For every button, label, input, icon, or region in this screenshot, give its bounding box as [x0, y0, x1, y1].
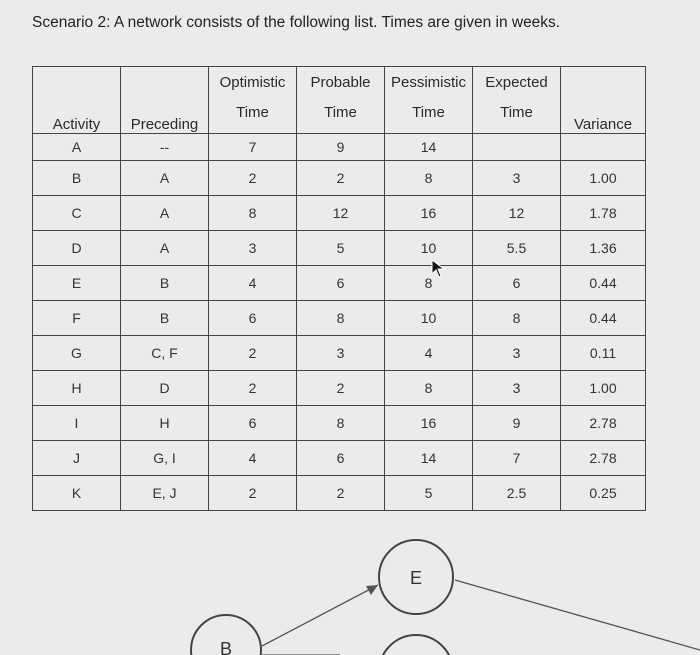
cell-expected: 9	[473, 406, 561, 441]
cell-pessimistic: 10	[385, 231, 473, 266]
cell-preceding: B	[121, 301, 209, 336]
cell-optimistic: 2	[209, 371, 297, 406]
cell-expected: 7	[473, 441, 561, 476]
cell-optimistic: 8	[209, 196, 297, 231]
cell-probable: 6	[297, 266, 385, 301]
node-lower	[379, 635, 453, 655]
header-expected-top: Expected	[473, 67, 561, 92]
header-variance: Variance	[561, 67, 646, 134]
cell-expected: 2.5	[473, 476, 561, 511]
cell-optimistic: 2	[209, 336, 297, 371]
cell-activity: G	[33, 336, 121, 371]
cell-activity: C	[33, 196, 121, 231]
cell-probable: 2	[297, 161, 385, 196]
header-preceding: Preceding	[121, 67, 209, 134]
header-activity: Activity	[33, 67, 121, 134]
header-pessimistic-bottom: Time	[385, 91, 473, 134]
cell-probable: 8	[297, 301, 385, 336]
cell-pessimistic: 14	[385, 134, 473, 161]
cell-preceding: D	[121, 371, 209, 406]
cell-expected: 6	[473, 266, 561, 301]
cell-probable: 5	[297, 231, 385, 266]
cell-expected: 5.5	[473, 231, 561, 266]
cell-optimistic: 6	[209, 406, 297, 441]
cell-preceding: A	[121, 196, 209, 231]
cell-probable: 6	[297, 441, 385, 476]
cell-preceding: --	[121, 134, 209, 161]
edge-e-out	[455, 580, 700, 650]
cell-pessimistic: 8	[385, 371, 473, 406]
cell-preceding: A	[121, 231, 209, 266]
cell-optimistic: 4	[209, 266, 297, 301]
node-b-label: B	[219, 639, 233, 655]
cell-optimistic: 3	[209, 231, 297, 266]
header-probable-bottom: Time	[297, 91, 385, 134]
cell-activity: A	[33, 134, 121, 161]
cell-activity: B	[33, 161, 121, 196]
cell-variance: 1.00	[561, 371, 646, 406]
cell-variance: 0.44	[561, 266, 646, 301]
header-probable-top: Probable	[297, 67, 385, 92]
cell-probable: 2	[297, 476, 385, 511]
cell-pessimistic: 8	[385, 266, 473, 301]
cell-preceding: A	[121, 161, 209, 196]
header-expected-bottom: Time	[473, 91, 561, 134]
cell-probable: 8	[297, 406, 385, 441]
cell-pessimistic: 5	[385, 476, 473, 511]
cell-preceding: G, I	[121, 441, 209, 476]
cell-expected: 8	[473, 301, 561, 336]
cell-variance: 2.78	[561, 441, 646, 476]
cell-optimistic: 7	[209, 134, 297, 161]
cell-variance: 1.36	[561, 231, 646, 266]
cell-variance: 1.78	[561, 196, 646, 231]
header-optimistic-bottom: Time	[209, 91, 297, 134]
cell-activity: F	[33, 301, 121, 336]
cell-variance: 2.78	[561, 406, 646, 441]
cell-expected: 3	[473, 371, 561, 406]
cell-preceding: C, F	[121, 336, 209, 371]
cell-activity: E	[33, 266, 121, 301]
cell-variance: 0.44	[561, 301, 646, 336]
edge-b-e	[262, 585, 378, 646]
cell-probable: 3	[297, 336, 385, 371]
cell-optimistic: 6	[209, 301, 297, 336]
header-optimistic-top: Optimistic	[209, 67, 297, 92]
node-e-label: E	[409, 568, 423, 588]
cell-activity: J	[33, 441, 121, 476]
cell-activity: H	[33, 371, 121, 406]
cell-probable: 9	[297, 134, 385, 161]
cell-optimistic: 2	[209, 476, 297, 511]
scenario-heading: Scenario 2: A network consists of the following list. Times are given in weeks.	[32, 14, 561, 31]
cell-pessimistic: 4	[385, 336, 473, 371]
cell-pessimistic: 16	[385, 196, 473, 231]
cell-pessimistic: 10	[385, 301, 473, 336]
cell-variance: 0.11	[561, 336, 646, 371]
cell-expected: 3	[473, 336, 561, 371]
cell-activity: K	[33, 476, 121, 511]
cell-preceding: B	[121, 266, 209, 301]
cell-variance: 1.00	[561, 161, 646, 196]
cell-activity: I	[33, 406, 121, 441]
cell-preceding: E, J	[121, 476, 209, 511]
cell-probable: 12	[297, 196, 385, 231]
cell-probable: 2	[297, 371, 385, 406]
cell-pessimistic: 14	[385, 441, 473, 476]
cell-expected: 12	[473, 196, 561, 231]
header-pessimistic-top: Pessimistic	[385, 67, 473, 92]
cell-variance: 0.25	[561, 476, 646, 511]
cell-pessimistic: 16	[385, 406, 473, 441]
cell-expected: 3	[473, 161, 561, 196]
cell-pessimistic: 8	[385, 161, 473, 196]
cell-optimistic: 4	[209, 441, 297, 476]
cell-optimistic: 2	[209, 161, 297, 196]
cell-activity: D	[33, 231, 121, 266]
cell-preceding: H	[121, 406, 209, 441]
